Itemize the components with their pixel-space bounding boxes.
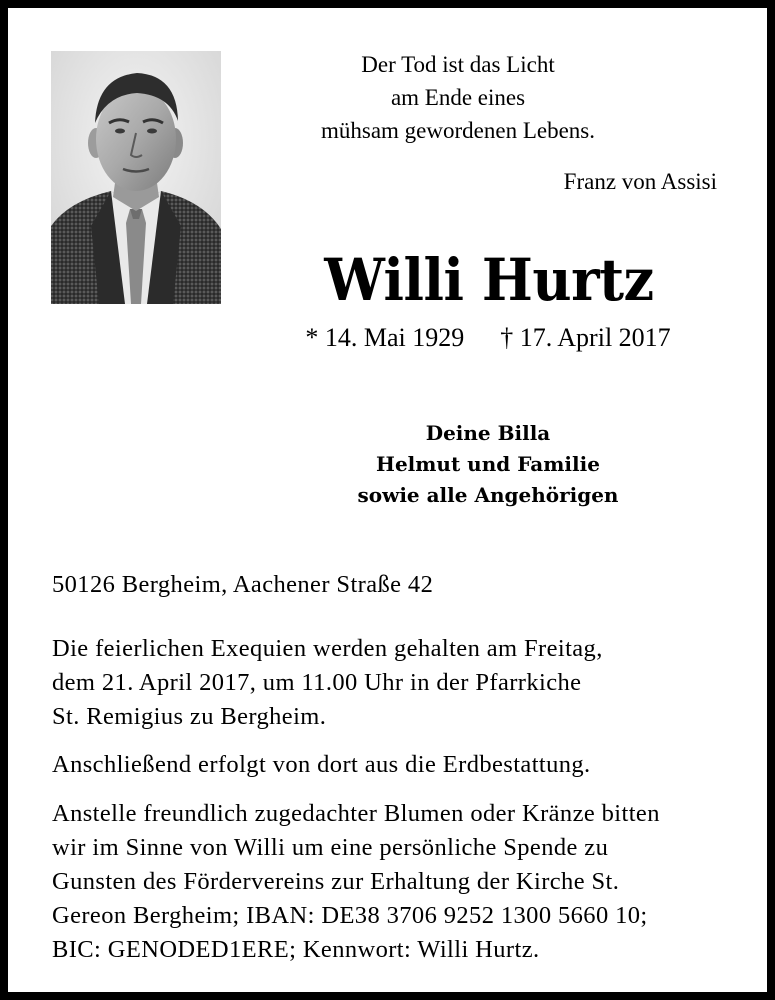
portrait-photo (51, 51, 221, 304)
service-line: Die feierlichen Exequien werden gehalten am Freitag, (52, 635, 603, 662)
quote-line: mühsam gewordenen Lebens. (320, 118, 595, 143)
quote (263, 48, 653, 147)
donation-line: Anstelle freundlich zugedachter Blumen oder Kränze bitten (52, 800, 660, 827)
address: 50126 Bergheim, Aachener Straße 42 (52, 571, 434, 598)
birth-date: * 14. Mai 1929 (305, 323, 465, 352)
service-line: St. Remigius zu Bergheim. (52, 703, 327, 730)
quote-author: Franz von Assisi (563, 169, 717, 194)
mourner-line: sowie alle Angehörigen (357, 483, 619, 507)
quote-line: Der Tod ist das Licht (361, 52, 555, 77)
mourners (268, 418, 708, 511)
quote-line: am Ende eines (390, 85, 526, 110)
life-dates (268, 320, 708, 356)
death-date: † 17. April 2017 (500, 323, 671, 352)
service-line: dem 21. April 2017, um 11.00 Uhr in der Pfarrkiche (52, 669, 582, 696)
burial-info: Anschließend erfolgt von dort aus die Erdbestattung. (52, 751, 591, 778)
donation-line: BIC: GENODED1ERE; Kennwort: Willi Hurtz. (52, 936, 540, 963)
donation-line: Gunsten des Fördervereins zur Erhaltung der Kirche St. (52, 868, 620, 895)
service-info (52, 632, 742, 734)
donation-line: wir im Sinne von Willi um eine persönliche Spende zu (52, 834, 609, 861)
mourner-line: Helmut und Familie (376, 452, 600, 476)
mourner-line: Deine Billa (425, 421, 551, 445)
donation-info (52, 797, 742, 967)
donation-line: Gereon Bergheim; IBAN: DE38 3706 9252 1300 5660 10; (52, 902, 648, 929)
deceased-name: Willi Hurtz (324, 246, 654, 314)
